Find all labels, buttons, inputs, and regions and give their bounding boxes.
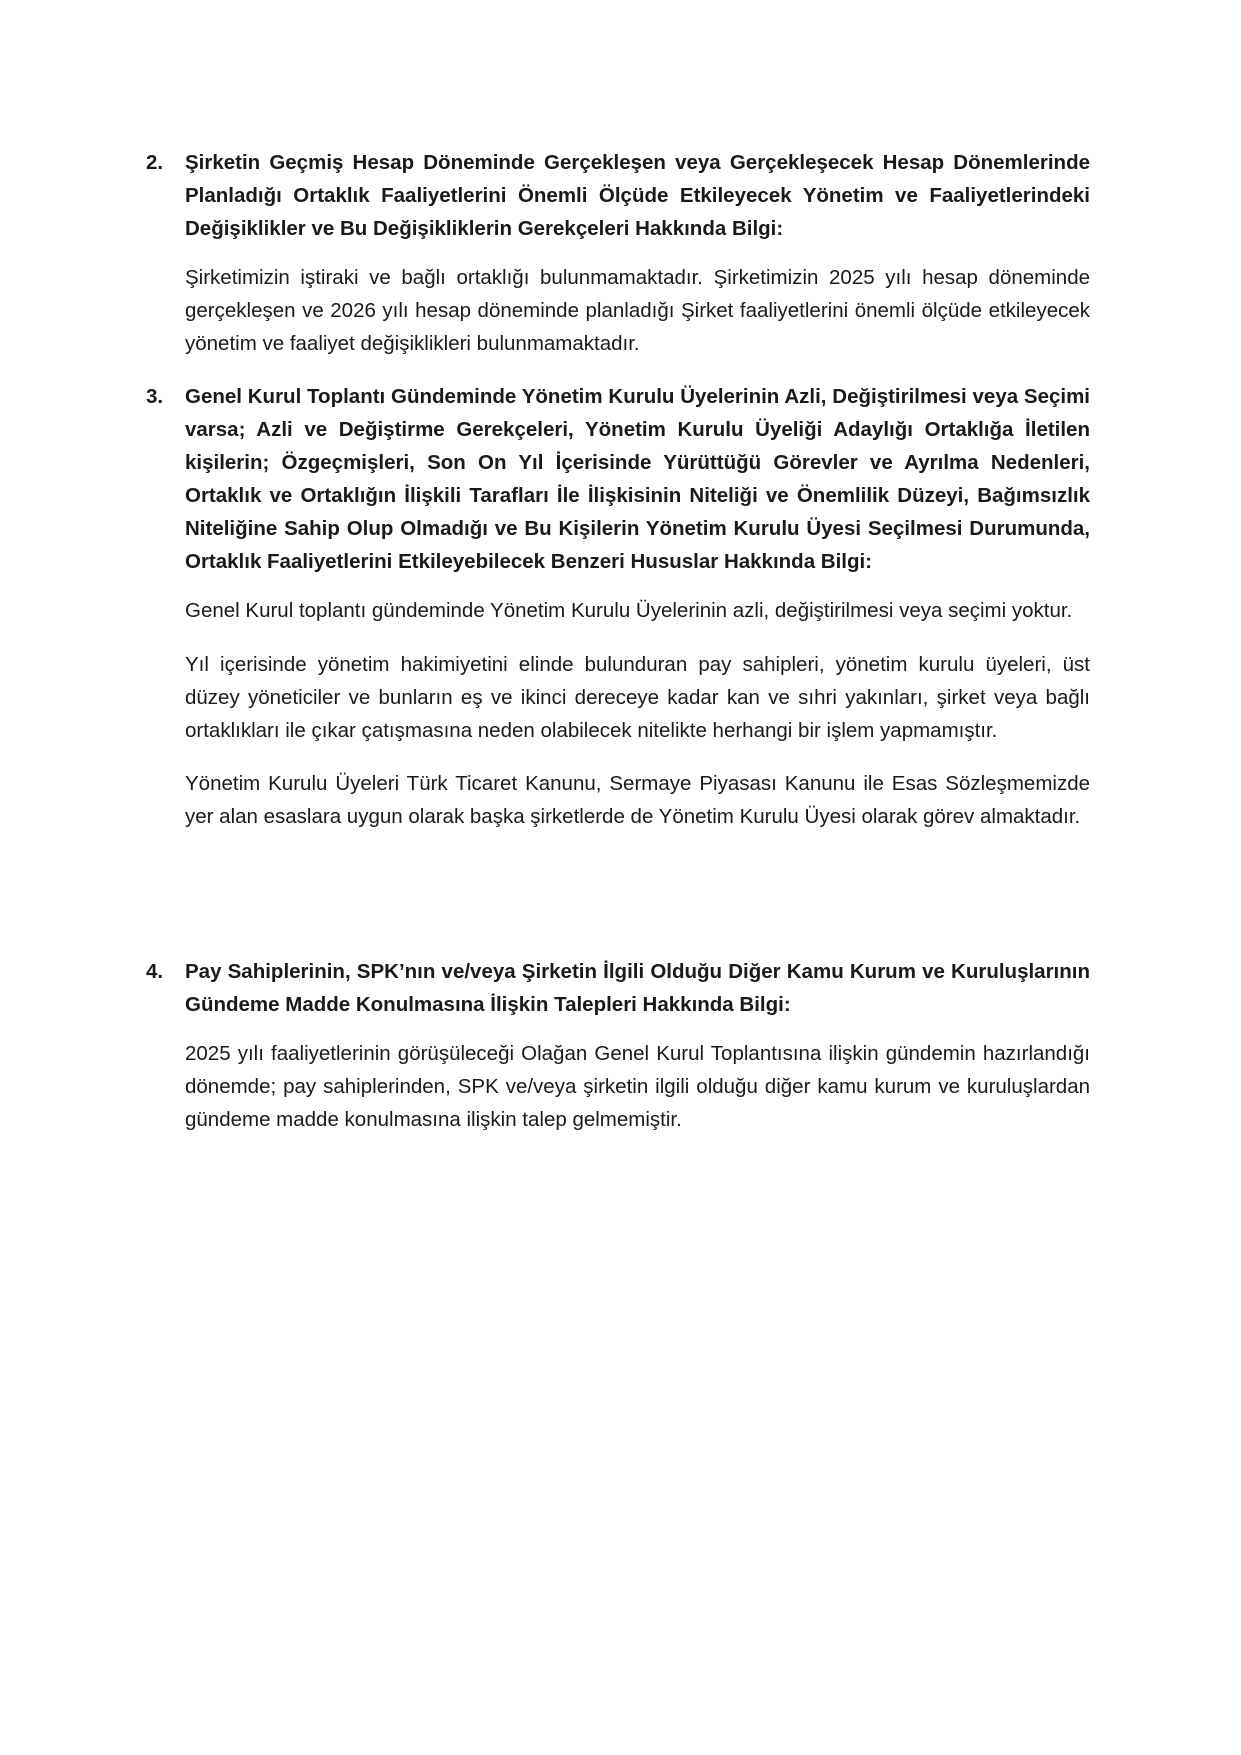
section-number: 2. xyxy=(146,151,164,174)
section-4 xyxy=(146,955,1090,1157)
section-heading xyxy=(146,146,1090,245)
section-2 xyxy=(146,146,1090,381)
section-heading xyxy=(146,380,1090,578)
section-paragraph: 2025 yılı faaliyetlerinin görüşüleceği Olağan Genel Kurul Toplantısına ilişkin gündemin hazırlandığı dönemde; pay sahiplerinden, SPK ve/veya şirketin ilgili olduğu diğer kamu kurum ve kuruluşlardan gündeme madde konulmasına ilişkin talep gelmemiştir. xyxy=(185,1042,1090,1131)
section-heading xyxy=(146,955,1090,1021)
section-paragraph: Genel Kurul toplantı gündeminde Yönetim Kurulu Üyelerinin azli, değiştirilmesi veya seçimi yoktur. xyxy=(185,599,1073,622)
section-paragraph: Yönetim Kurulu Üyeleri Türk Ticaret Kanunu, Sermaye Piyasası Kanunu ile Esas Sözleşmemizde yer alan esaslara uygun olarak başka şirketlerde de Yönetim Kurulu Üyesi olarak görev almaktadır. xyxy=(185,772,1090,828)
section-number: 4. xyxy=(146,960,164,983)
section-3 xyxy=(146,380,1090,854)
section-paragraph: Şirketimizin iştiraki ve bağlı ortaklığı bulunmamaktadır. Şirketimizin 2025 yılı hesap döneminde gerçekleşen ve 2026 yılı hesap döneminde planladığı Şirket faaliyetlerini önemli ölçüde etkileyecek yönetim ve faaliyet değişiklikleri bulunmamaktadır. xyxy=(185,266,1090,355)
section-title: Pay Sahiplerinin, SPK’nın ve/veya Şirketin İlgili Olduğu Diğer Kamu Kurum ve Kuruluşlarının Gündeme Madde Konulmasına İlişkin Talepleri Hakkında Bilgi: xyxy=(185,960,1090,1016)
section-paragraph: Yıl içerisinde yönetim hakimiyetini elinde bulunduran pay sahipleri, yönetim kurulu üyeleri, üst düzey yöneticiler ve bunların eş ve ikinci dereceye kadar kan ve sıhri yakınları, şirket veya bağlı ortaklıkları ile çıkar çatışmasına neden olabilecek nitelikte herhangi bir işlem yapmamıştır. xyxy=(185,652,1090,742)
section-title: Genel Kurul Toplantı Gündeminde Yönetim Kurulu Üyelerinin Azli, Değiştirilmesi veya Seçimi varsa; Azli ve Değiştirme Gerekçeleri, Yönetim Kurulu Üyeliği Adaylığı Ortaklığa İletilen kişilerin; Özgeçmişleri, Son On Yıl İçerisinde Yürüttüğü Görevler ve Ayrılma Nedenleri, Ortaklık ve Ortaklığın İlişkili Tarafları İle İlişkisinin Niteliği ve Önemlilik Düzeyi, Bağımsızlık Niteliğine Sahip Olup Olmadığı ve Bu Kişilerin Yönetim Kurulu Üyesi Seçilmesi Durumunda, Ortaklık Faaliyetlerini Etkileyebilecek Benzeri Hususlar Hakkında Bilgi: xyxy=(185,385,1090,573)
section-number: 3. xyxy=(146,385,164,408)
section-title: Şirketin Geçmiş Hesap Döneminde Gerçekleşen veya Gerçekleşecek Hesap Dönemlerinde Planladığı Ortaklık Faaliyetlerini Önemli Ölçüde Etkileyecek Yönetim ve Faaliyetlerindeki Değişiklikler ve Bu Değişikliklerin Gerekçeleri Hakkında Bilgi: xyxy=(185,151,1090,240)
